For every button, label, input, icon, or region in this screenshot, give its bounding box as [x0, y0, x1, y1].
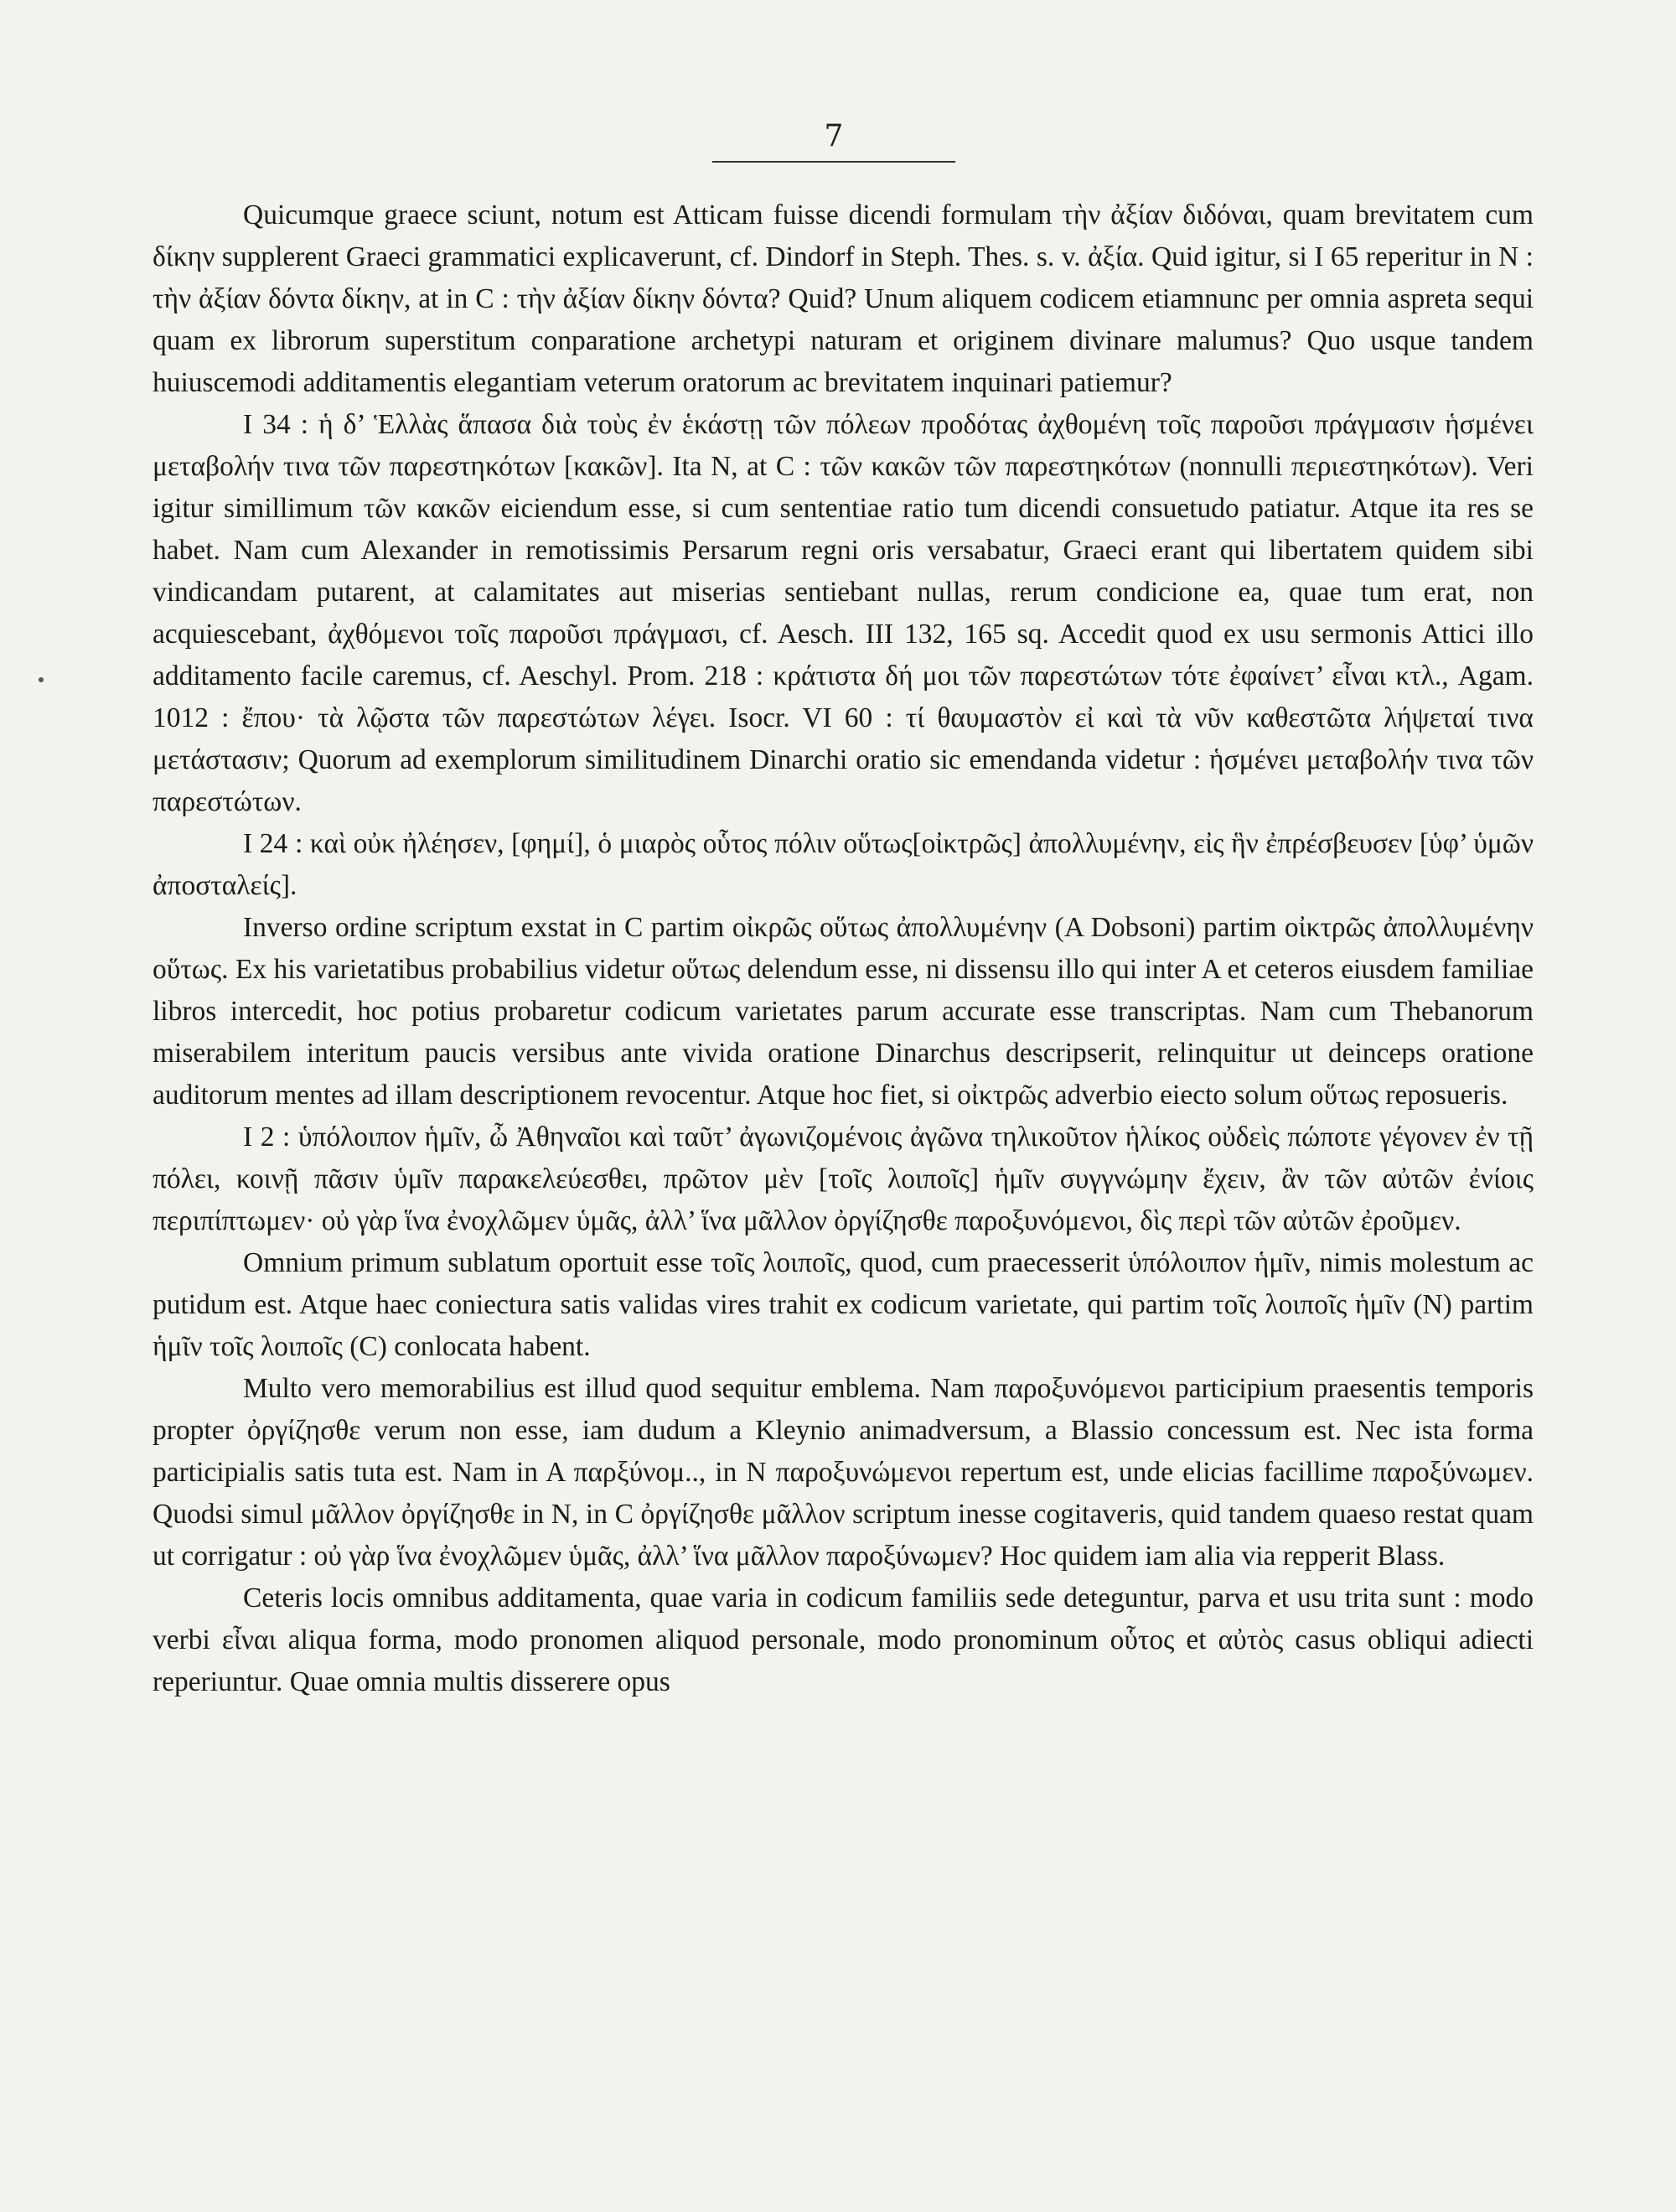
- body-text: [153, 194, 1534, 1703]
- paragraph-5: I 2 : ὑπόλοιπον ἡμῖν, ὦ Ἀθηναῖοι καὶ ταῦτ’ ἀγωνιζομένοις ἀγῶνα τηλικοῦτον ἡλίκος οὐδεὶς πώποτε γέγονεν ἐν τῇ πόλει, κοινῇ πᾶσιν ὑμῖν παρακελεύεσθει, πρῶτον μὲν [τοῖς λοιποῖς] ἡμῖν συγγνώμην ἔχειν, ἂν τῶν αὐτῶν ἐνίοις περιπίπτωμεν· οὐ γὰρ ἵνα ἐνοχλῶμεν ὑμᾶς, ἀλλ’ ἵνα μᾶλλον ὀργίζησθε παροξυνόμενοι, δὶς περὶ τῶν αὐτῶν ἐροῦμεν.: [153, 1122, 1534, 1236]
- paragraph-3: I 24 : καὶ οὐκ ἠλέησεν, [φημί], ὁ μιαρὸς οὗτος πόλιν οὕτως[οἰκτρῶς] ἀπολλυμένην, εἰς ἣν ἐπρέσβευσεν [ὑφ’ ὑμῶν ἀποσταλείς].: [153, 828, 1534, 901]
- header-rule: [712, 161, 955, 163]
- paragraph-6: Omnium primum sublatum oportuit esse τοῖς λοιποῖς, quod, cum praecesserit ὑπόλοιπον ἡμῖν, nimis molestum ac putidum est. Atque haec coniectura satis validas vires trahit ex codicum varietate, qui partim τοῖς λοιποῖς ἡμῖν (N) partim ἡμῖν τοῖς λοιποῖς (C) conlocata habent.: [153, 1247, 1534, 1362]
- paragraph-4: Inverso ordine scriptum exstat in C partim οἰκρῶς οὕτως ἀπολλυμένην (A Dobsoni) partim οἰκτρῶς ἀπολλυμένην οὕτως. Ex his varietatibus probabilius videtur οὕτως delendum esse, ni dissensu illo qui inter A et ceteros eiusdem familiae libros intercedit, hoc potius probaretur codicum varietates parum accurate esse transcriptas. Nam cum Thebanorum miserabilem interitum paucis versibus ante vivida oratione Dinarchus descripserit, relinquitur ut deinceps oratione auditorum mentes ad illam descriptionem revocentur. Atque hoc fiet, si οἰκτρῶς adverbio eiecto solum οὕτως reposueris.: [153, 912, 1534, 1111]
- page-number: 7: [824, 119, 844, 153]
- paragraph-8: Ceteris locis omnibus additamenta, quae varia in codicum familiis sede deteguntur, parva et usu trita sunt : modo verbi εἶναι aliqua forma, modo pronomen aliquod personale, modo pronominum οὗτος et αὐτὸς casus obliqui adiecti reperiuntur. Quae omnia multis disserere opus: [153, 1583, 1534, 1697]
- paragraph-2: I 34 : ἡ δ’ Ἑλλὰς ἅπασα διὰ τοὺς ἐν ἑκάστῃ τῶν πόλεων προδότας ἀχθομένη τοῖς παροῦσι πράγμασιν ἡσμένει μεταβολήν τινα τῶν παρεστηκότων [κακῶν]. Ita N, at C : τῶν κακῶν τῶν παρεστηκότων (nonnulli περιεστηκότων). Veri igitur simillimum τῶν κακῶν eiciendum esse, si cum sententiae ratio tum dicendi consuetudo patiatur. Atque ita res se habet. Nam cum Alexander in remotissimis Persarum regni oris versabatur, Graeci erant qui libertatem quidem sibi vindicandam putarent, at calamitates aut miserias sentiebant nullas, rerum condicione ea, quae tum erat, non acquiescebant, ἀχθόμενοι τοῖς παροῦσι πράγμασι, cf. Aesch. III 132, 165 sq. Accedit quod ex usu sermonis Attici illo additamento facile caremus, cf. Aeschyl. Prom. 218 : κράτιστα δή μοι τῶν παρεστώτων τότε ἐφαίνετ’ εἶναι κτλ., Agam. 1012 : ἔπου· τὰ λῷστα τῶν παρεστώτων λέγει. Isocr. VI 60 : τί θαυμαστὸν εἰ καὶ τὰ νῦν καθεστῶτα λήψεταί τινα μετάστασιν; Quorum ad exemplorum similitudinem Dinarchi oratio sic emendanda videtur : ἡσμένει μεταβολήν τινα τῶν παρεστώτων.: [153, 409, 1534, 817]
- paragraph-1: Quicumque graece sciunt, notum est Atticam fuisse dicendi formulam τὴν ἀξίαν διδόναι, quam brevitatem cum δίκην supplerent Graeci grammatici explicaverunt, cf. Dindorf in Steph. Thes. s. v. ἀξία. Quid igitur, si I 65 reperitur in N : τὴν ἀξίαν δόντα δίκην, at in C : τὴν ἀξίαν δίκην δόντα? Quid? Unum aliquem codicem etiamnunc per omnia aspreta sequi quam ex librorum superstitum conparatione archetypi naturam et originem divinare malumus? Quo usque tandem huiuscemodi additamentis elegantiam veterum oratorum ac brevitatem inquinari patiemur?: [153, 199, 1534, 398]
- margin-mark: [39, 677, 44, 682]
- paragraph-7: Multo vero memorabilius est illud quod sequitur emblema. Nam παροξυνόμενοι participium praesentis temporis propter ὀργίζησθε verum non esse, iam dudum a Kleynio animadversum, a Blassio concessum est. Nec ista forma participialis satis tuta est. Nam in A παρξύνομ.., in N παροξυνώμενοι repertum est, unde elicias facillime παροξύνωμεν. Quodsi simul μᾶλλον ὀργίζησθε in N, in C ὀργίζησθε μᾶλλον scriptum inesse cogitaveris, quid tandem quaeso restat quam ut corrigatur : οὐ γὰρ ἵνα ἐνοχλῶμεν ὑμᾶς, ἀλλ’ ἵνα μᾶλλον παροξύνωμεν? Hoc quidem iam alia via repperit Blass.: [153, 1373, 1534, 1572]
